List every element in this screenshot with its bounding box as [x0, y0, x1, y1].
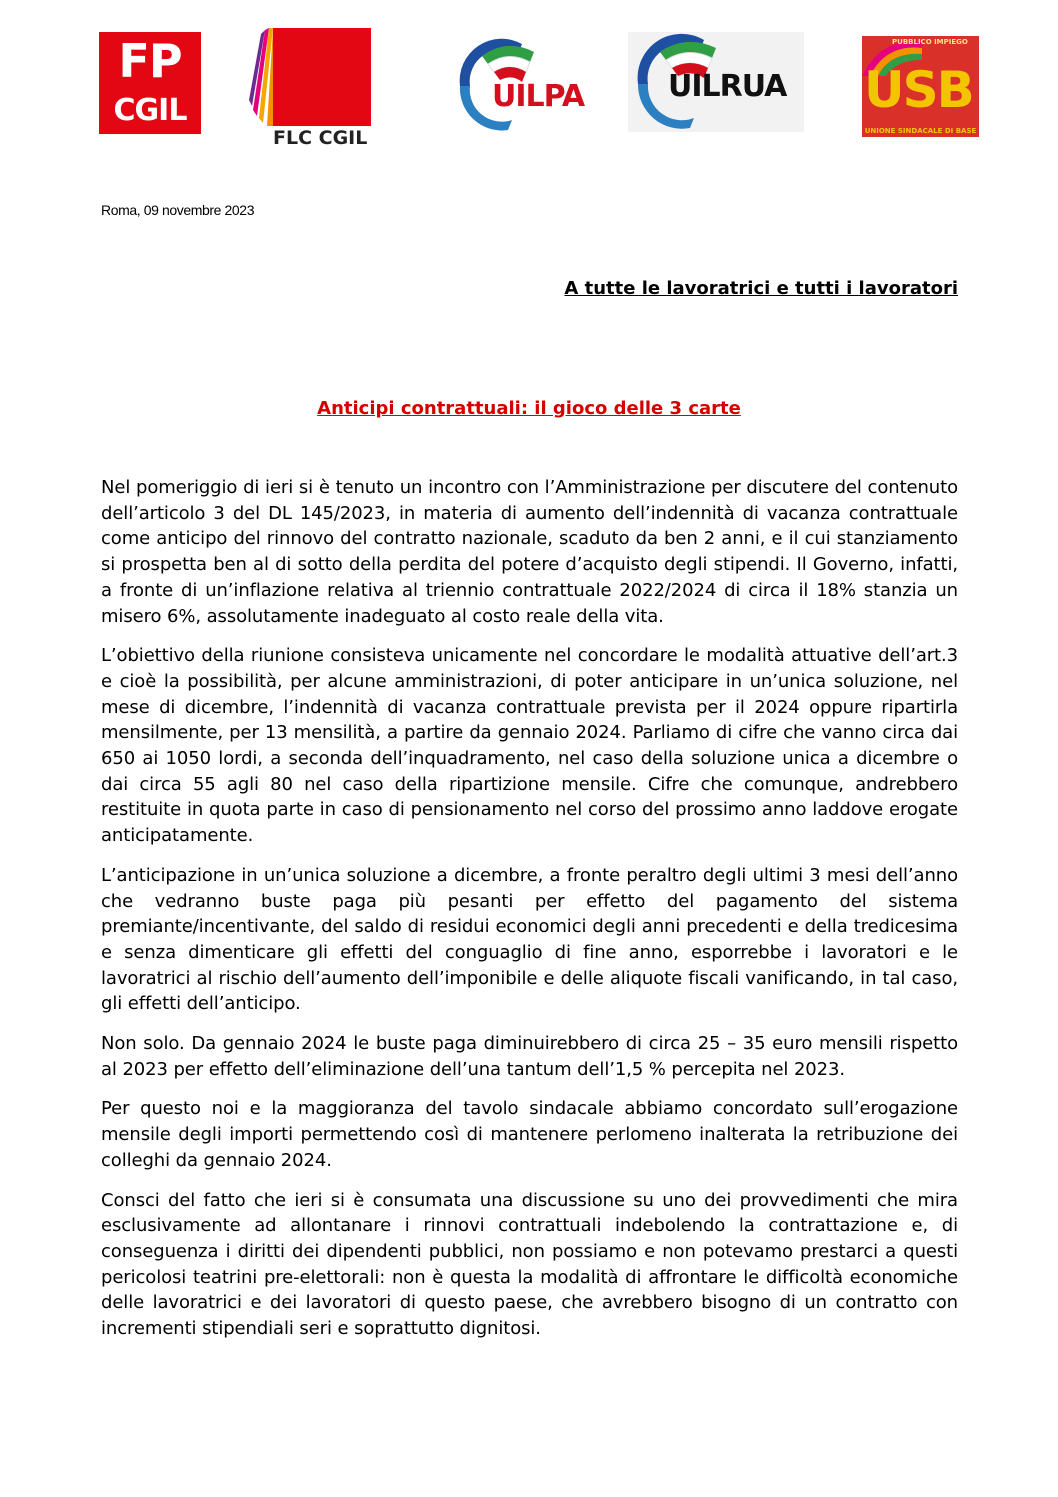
usb-logo-top: PUBBLICO IMPIEGO [892, 38, 968, 46]
usb-logo-subtitle: UNIONE SINDACALE DI BASE [864, 127, 977, 135]
flc-cgil-logo-text: FLC CGIL [273, 127, 368, 149]
fp-cgil-logo [99, 32, 201, 134]
uilpa-logo-text: UILPA [492, 79, 585, 114]
flc-cgil-logo [249, 28, 371, 150]
body-paragraph: Per questo noi e la maggioranza del tavolo sindacale abbiamo concordato sull’erogazione mensile degli importi permettendo così di mantenere perlomeno inalterata la retribuzione dei colleghi da gennaio 2024. [101, 1098, 958, 1171]
fp-cgil-logo-line2: CGIL [113, 93, 187, 128]
body-paragraph: Consci del fatto che ieri si è consumata una discussione su uno dei provvedimenti che mira esclusivamente ad allontanare i rinnovi contrattuali indebolendo la contrattazione e, di conseguenza i diritti dei dipendenti pubblici, non possiamo e non potevamo prestarci a questi pericolosi teatrini pre-elettorali: non è questa la modalità di affrontare le difficoltà economiche delle lavoratrici e dei lavoratori di questo paese, che avrebbero bisogno di un contratto con incrementi stipendiali seri e soprattutto dignitosi. [101, 1189, 958, 1340]
body-paragraph: Nel pomeriggio di ieri si è tenuto un incontro con l’Amministrazione per discutere del contenuto dell’articolo 3 del DL 145/2023, in materia di aumento dell’indennità di vacanza contrattuale come anticipo del rinnovo del contratto nazionale, scaduto da ben 2 anni, e il cui stanziamento si prospetta ben al di sotto della perdita del potere d’acquisto degli stipendi. Il Governo, infatti, a fronte di un’inflazione relativa al triennio contrattuale 2022/2024 di circa il 18% stanzia un misero 6%, assolutamente inadeguato al costo reale della vita. [101, 477, 958, 627]
fp-cgil-logo-line1: FP [118, 34, 182, 88]
document-title: Anticipi contrattuali: il gioco delle 3 carte [317, 398, 741, 419]
body-paragraph: L’obiettivo della riunione consisteva unicamente nel concordare le modalità attuative dell’art.3 e cioè la possibilità, per alcune amministrazioni, di poter anticipare in un’unica soluzione, nel mese di dicembre, l’indennità di vacanza contrattuale prevista per il 2024 oppure ripartirla mensilmente, per 13 mensilità, a partire da gennaio 2024. Parliamo di cifre che vanno circa dai 650 ai 1050 lordi, a seconda dell’inquadramento, nel caso della soluzione unica a dicembre o dai circa 55 agli 80 nel caso della ripartizione mensile. Cifre che comunque, andrebbero restituite in quota parte in caso di pensionamento nel corso del prossimo anno laddove erogate anticipatamente. [101, 645, 958, 847]
body-paragraph: Non solo. Da gennaio 2024 le buste paga diminuirebbero di circa 25 – 35 euro mensili rispetto al 2023 per effetto dell’eliminazione dell’una tantum dell’1,5 % percepita nel 2023. [101, 1033, 958, 1080]
logo-header [0, 0, 1058, 160]
uilpa-logo [452, 38, 592, 134]
document-date: Roma, 09 novembre 2023 [101, 202, 255, 218]
document-body [101, 475, 958, 1356]
usb-logo-text: USB [864, 61, 973, 119]
uilrua-logo-text: UILRUA [668, 69, 787, 104]
flc-red-square [273, 28, 371, 126]
usb-logo [862, 36, 979, 137]
uilrua-logo [628, 32, 804, 132]
body-paragraph: L’anticipazione in un’unica soluzione a dicembre, a fronte peraltro degli ultimi 3 mesi dell’anno che vedranno buste paga più pesanti per effetto del pagamento del sistema premiante/incentivante, del saldo di residui economici degli anni precedenti e della tredicesima e senza dimenticare gli effetti del conguaglio di fine anno, esporrebbe i lavoratori e le lavoratrici al rischio dell’aumento dell’imponibile e delle aliquote fiscali vanificando, in tal caso, gli effetti dell’anticipo. [101, 864, 958, 1015]
recipient-line: A tutte le lavoratrici e tutti i lavoratori [564, 278, 958, 299]
